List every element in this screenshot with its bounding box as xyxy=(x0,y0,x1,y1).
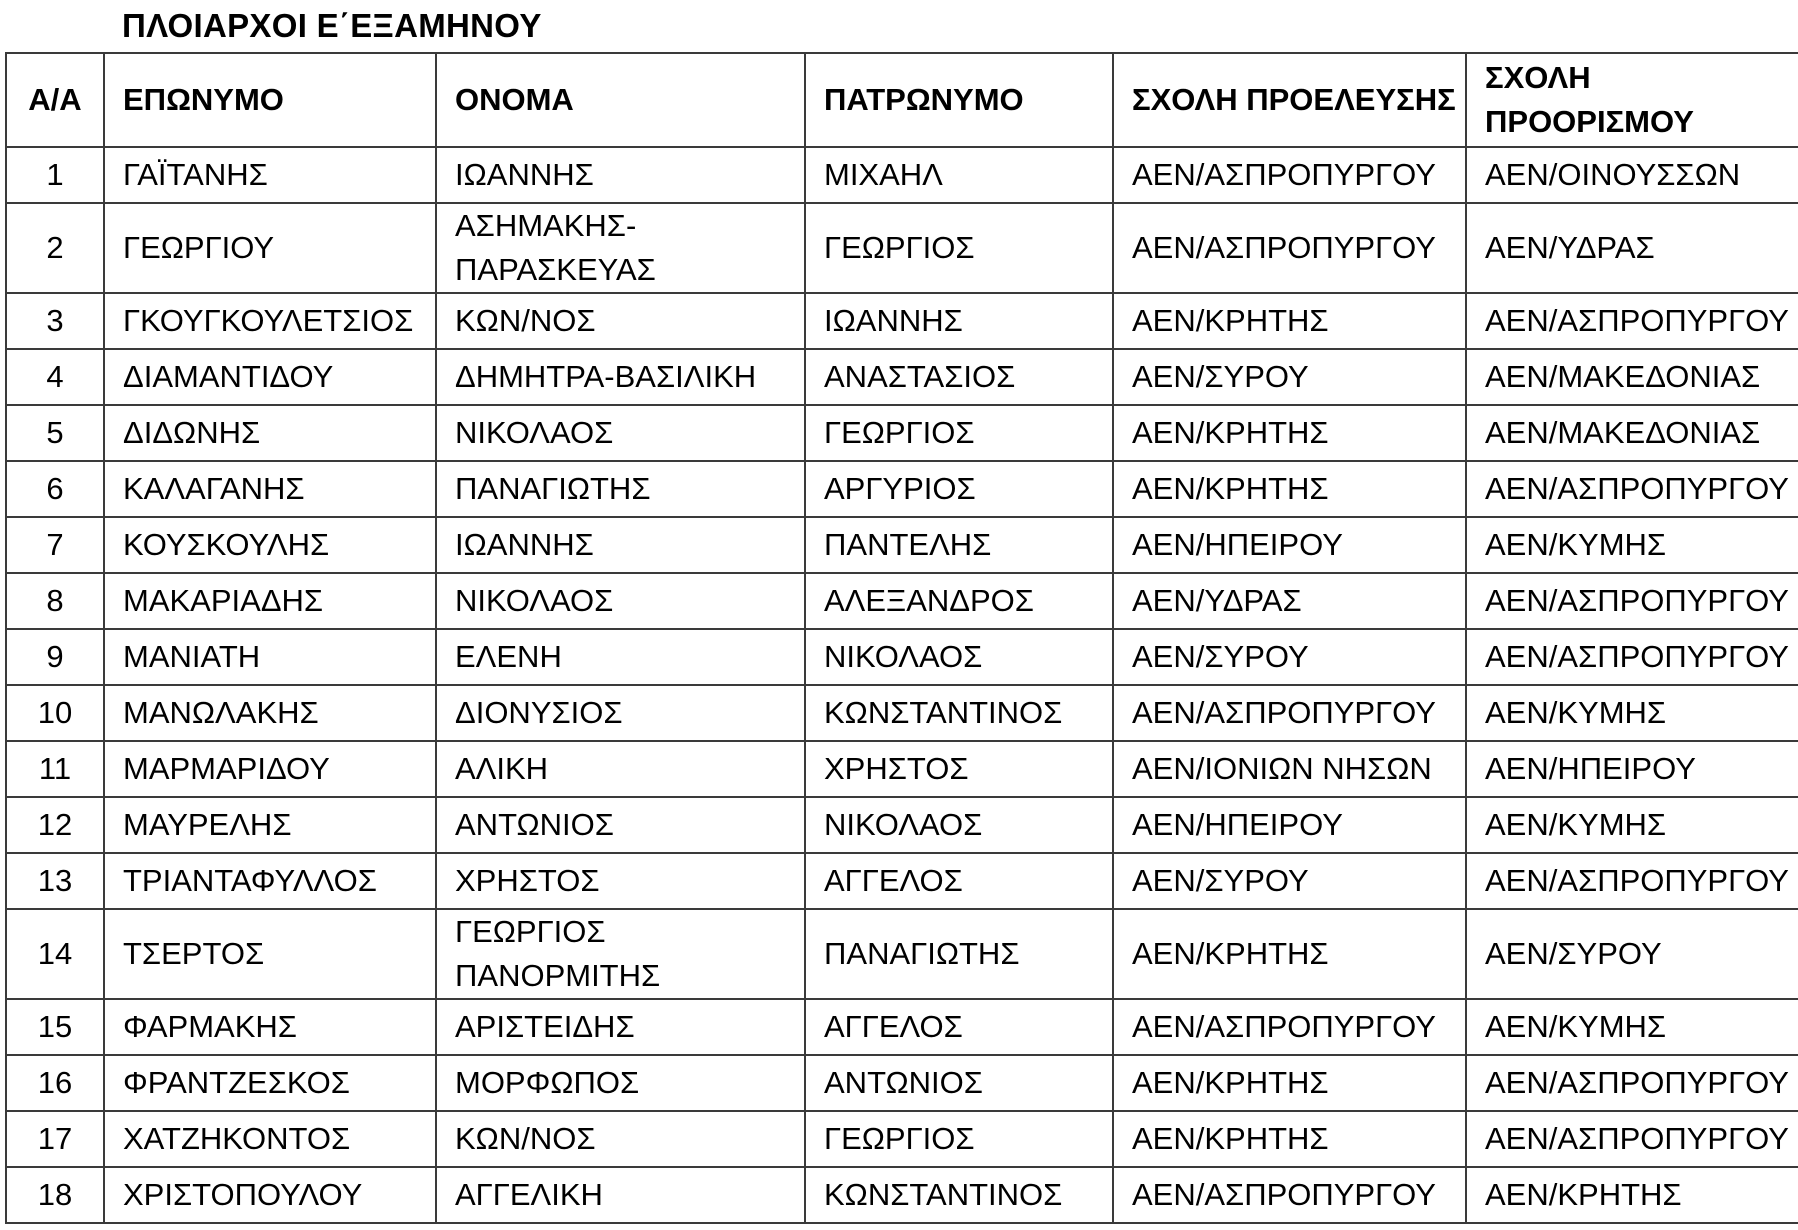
cell-destination-school: ΑΕΝ/ΑΣΠΡΟΠΥΡΓΟΥ xyxy=(1466,461,1798,517)
cell-patronymic: ΚΩΝΣΤΑΝΤΙΝΟΣ xyxy=(805,1167,1113,1223)
cell-origin-school: ΑΕΝ/ΑΣΠΡΟΠΥΡΓΟΥ xyxy=(1113,147,1466,203)
cell-surname: ΓΕΩΡΓΙΟΥ xyxy=(104,203,436,293)
cell-destination-school: ΑΕΝ/ΚΥΜΗΣ xyxy=(1466,999,1798,1055)
document-title: ΠΛΟΙΑΡΧΟΙ Ε΄ΕΞΑΜΗΝΟΥ xyxy=(122,7,542,44)
cell-surname: ΓΑΪΤΑΝΗΣ xyxy=(104,147,436,203)
table-row xyxy=(6,147,1798,203)
table-row xyxy=(6,517,1798,573)
cell-origin-school: ΑΕΝ/ΑΣΠΡΟΠΥΡΓΟΥ xyxy=(1113,203,1466,293)
table-row xyxy=(6,853,1798,909)
cell-number: 2 xyxy=(6,203,104,293)
cell-destination-school: ΑΕΝ/ΥΔΡΑΣ xyxy=(1466,203,1798,293)
cell-number: 15 xyxy=(6,999,104,1055)
cell-name: ΑΡΙΣΤΕΙΔΗΣ xyxy=(436,999,805,1055)
cell-destination-school: ΑΕΝ/ΚΥΜΗΣ xyxy=(1466,517,1798,573)
cell-origin-school: ΑΕΝ/ΚΡΗΤΗΣ xyxy=(1113,461,1466,517)
table-row xyxy=(6,461,1798,517)
cell-origin-school: ΑΕΝ/ΑΣΠΡΟΠΥΡΓΟΥ xyxy=(1113,999,1466,1055)
cell-surname: ΓΚΟΥΓΚΟΥΛΕΤΣΙΟΣ xyxy=(104,293,436,349)
cell-name: ΔΙΟΝΥΣΙΟΣ xyxy=(436,685,805,741)
cell-destination-school: ΑΕΝ/ΜΑΚΕΔΟΝΙΑΣ xyxy=(1466,349,1798,405)
cell-surname: ΜΑΝΩΛΑΚΗΣ xyxy=(104,685,436,741)
cell-patronymic: ΑΛΕΞΑΝΔΡΟΣ xyxy=(805,573,1113,629)
cell-name: ΠΑΝΑΓΙΩΤΗΣ xyxy=(436,461,805,517)
cell-patronymic: ΠΑΝΑΓΙΩΤΗΣ xyxy=(805,909,1113,999)
cell-name: ΓΕΩΡΓΙΟΣ ΠΑΝΟΡΜΙΤΗΣ xyxy=(436,909,805,999)
cell-number: 4 xyxy=(6,349,104,405)
cell-number: 17 xyxy=(6,1111,104,1167)
cell-number: 9 xyxy=(6,629,104,685)
cell-surname: ΜΑΥΡΕΛΗΣ xyxy=(104,797,436,853)
cell-origin-school: ΑΕΝ/ΚΡΗΤΗΣ xyxy=(1113,909,1466,999)
cell-surname: ΜΑΝΙΑΤΗ xyxy=(104,629,436,685)
cell-patronymic: ΚΩΝΣΤΑΝΤΙΝΟΣ xyxy=(805,685,1113,741)
header-row xyxy=(6,53,1798,147)
table-header xyxy=(6,53,1798,147)
cell-surname: ΧΑΤΖΗΚΟΝΤΟΣ xyxy=(104,1111,436,1167)
cell-origin-school: ΑΕΝ/ΗΠΕΙΡΟΥ xyxy=(1113,797,1466,853)
table-row xyxy=(6,349,1798,405)
cell-name: ΝΙΚΟΛΑΟΣ xyxy=(436,405,805,461)
cell-patronymic: ΑΓΓΕΛΟΣ xyxy=(805,999,1113,1055)
cell-surname: ΚΟΥΣΚΟΥΛΗΣ xyxy=(104,517,436,573)
cell-number: 16 xyxy=(6,1055,104,1111)
cell-patronymic: ΑΝΤΩΝΙΟΣ xyxy=(805,1055,1113,1111)
cell-surname: ΜΑΚΑΡΙΑΔΗΣ xyxy=(104,573,436,629)
cell-number: 7 xyxy=(6,517,104,573)
cell-name: ΙΩΑΝΝΗΣ xyxy=(436,517,805,573)
table-row xyxy=(6,203,1798,293)
cell-number: 18 xyxy=(6,1167,104,1223)
cell-patronymic: ΓΕΩΡΓΙΟΣ xyxy=(805,405,1113,461)
cell-number: 8 xyxy=(6,573,104,629)
cell-number: 1 xyxy=(6,147,104,203)
table-row xyxy=(6,293,1798,349)
cell-name: ΑΝΤΩΝΙΟΣ xyxy=(436,797,805,853)
cell-destination-school: ΑΕΝ/ΚΥΜΗΣ xyxy=(1466,685,1798,741)
cell-patronymic: ΓΕΩΡΓΙΟΣ xyxy=(805,1111,1113,1167)
cell-destination-school: ΑΕΝ/ΗΠΕΙΡΟΥ xyxy=(1466,741,1798,797)
table-row xyxy=(6,909,1798,999)
cell-patronymic: ΓΕΩΡΓΙΟΣ xyxy=(805,203,1113,293)
cell-surname: ΦΡΑΝΤΖΕΣΚΟΣ xyxy=(104,1055,436,1111)
column-header-surname: ΕΠΩΝΥΜΟ xyxy=(104,53,436,147)
cell-origin-school: ΑΕΝ/ΗΠΕΙΡΟΥ xyxy=(1113,517,1466,573)
table-body xyxy=(6,147,1798,1223)
table-row xyxy=(6,685,1798,741)
cell-surname: ΧΡΙΣΤΟΠΟΥΛΟΥ xyxy=(104,1167,436,1223)
cell-destination-school: ΑΕΝ/ΑΣΠΡΟΠΥΡΓΟΥ xyxy=(1466,629,1798,685)
cell-destination-school: ΑΕΝ/ΑΣΠΡΟΠΥΡΓΟΥ xyxy=(1466,293,1798,349)
cell-name: ΔΗΜΗΤΡΑ-ΒΑΣΙΛΙΚΗ xyxy=(436,349,805,405)
cell-name: ΑΣΗΜΑΚΗΣ-ΠΑΡΑΣΚΕΥΑΣ xyxy=(436,203,805,293)
cell-origin-school: ΑΕΝ/ΣΥΡΟΥ xyxy=(1113,629,1466,685)
cell-destination-school: ΑΕΝ/ΟΙΝΟΥΣΣΩΝ xyxy=(1466,147,1798,203)
cell-destination-school: ΑΕΝ/ΜΑΚΕΔΟΝΙΑΣ xyxy=(1466,405,1798,461)
cell-origin-school: ΑΕΝ/ΥΔΡΑΣ xyxy=(1113,573,1466,629)
cell-patronymic: ΙΩΑΝΝΗΣ xyxy=(805,293,1113,349)
column-header-name: ΟΝΟΜΑ xyxy=(436,53,805,147)
cell-surname: ΜΑΡΜΑΡΙΔΟΥ xyxy=(104,741,436,797)
table-row xyxy=(6,629,1798,685)
cell-origin-school: ΑΕΝ/ΙΟΝΙΩΝ ΝΗΣΩΝ xyxy=(1113,741,1466,797)
cell-number: 14 xyxy=(6,909,104,999)
cell-name: ΜΟΡΦΩΠΟΣ xyxy=(436,1055,805,1111)
cell-patronymic: ΜΙΧΑΗΛ xyxy=(805,147,1113,203)
table-row xyxy=(6,1167,1798,1223)
column-header-origin-school: ΣΧΟΛΗ ΠΡΟΕΛΕΥΣΗΣ xyxy=(1113,53,1466,147)
cell-name: ΚΩΝ/ΝΟΣ xyxy=(436,1111,805,1167)
cell-origin-school: ΑΕΝ/ΣΥΡΟΥ xyxy=(1113,853,1466,909)
cell-patronymic: ΑΝΑΣΤΑΣΙΟΣ xyxy=(805,349,1113,405)
cell-number: 12 xyxy=(6,797,104,853)
cell-number: 3 xyxy=(6,293,104,349)
cell-destination-school: ΑΕΝ/ΑΣΠΡΟΠΥΡΓΟΥ xyxy=(1466,1111,1798,1167)
table-row xyxy=(6,1055,1798,1111)
cell-destination-school: ΑΕΝ/ΣΥΡΟΥ xyxy=(1466,909,1798,999)
cell-name: ΝΙΚΟΛΑΟΣ xyxy=(436,573,805,629)
column-header-destination-school: ΣΧΟΛΗ ΠΡΟΟΡΙΣΜΟΥ xyxy=(1466,53,1798,147)
cell-number: 6 xyxy=(6,461,104,517)
cell-patronymic: ΧΡΗΣΤΟΣ xyxy=(805,741,1113,797)
cell-destination-school: ΑΕΝ/ΑΣΠΡΟΠΥΡΓΟΥ xyxy=(1466,573,1798,629)
cell-number: 10 xyxy=(6,685,104,741)
cell-destination-school: ΑΕΝ/ΚΡΗΤΗΣ xyxy=(1466,1167,1798,1223)
cell-patronymic: ΑΡΓΥΡΙΟΣ xyxy=(805,461,1113,517)
cell-number: 5 xyxy=(6,405,104,461)
captains-table xyxy=(5,52,1798,1224)
table-row xyxy=(6,573,1798,629)
cell-surname: ΔΙΑΜΑΝΤΙΔΟΥ xyxy=(104,349,436,405)
cell-origin-school: ΑΕΝ/ΚΡΗΤΗΣ xyxy=(1113,405,1466,461)
cell-name: ΧΡΗΣΤΟΣ xyxy=(436,853,805,909)
cell-origin-school: ΑΕΝ/ΚΡΗΤΗΣ xyxy=(1113,1055,1466,1111)
cell-origin-school: ΑΕΝ/ΚΡΗΤΗΣ xyxy=(1113,293,1466,349)
cell-name: ΑΛΙΚΗ xyxy=(436,741,805,797)
cell-number: 11 xyxy=(6,741,104,797)
cell-patronymic: ΠΑΝΤΕΛΗΣ xyxy=(805,517,1113,573)
table-row xyxy=(6,405,1798,461)
cell-origin-school: ΑΕΝ/ΑΣΠΡΟΠΥΡΓΟΥ xyxy=(1113,685,1466,741)
cell-surname: ΤΣΕΡΤΟΣ xyxy=(104,909,436,999)
cell-surname: ΤΡΙΑΝΤΑΦΥΛΛΟΣ xyxy=(104,853,436,909)
cell-origin-school: ΑΕΝ/ΚΡΗΤΗΣ xyxy=(1113,1111,1466,1167)
cell-destination-school: ΑΕΝ/ΚΥΜΗΣ xyxy=(1466,797,1798,853)
cell-surname: ΔΙΔΩΝΗΣ xyxy=(104,405,436,461)
cell-name: ΕΛΕΝΗ xyxy=(436,629,805,685)
cell-origin-school: ΑΕΝ/ΑΣΠΡΟΠΥΡΓΟΥ xyxy=(1113,1167,1466,1223)
cell-patronymic: ΑΓΓΕΛΟΣ xyxy=(805,853,1113,909)
cell-patronymic: ΝΙΚΟΛΑΟΣ xyxy=(805,797,1113,853)
table-row xyxy=(6,797,1798,853)
column-header-patronymic: ΠΑΤΡΩΝΥΜΟ xyxy=(805,53,1113,147)
cell-patronymic: ΝΙΚΟΛΑΟΣ xyxy=(805,629,1113,685)
cell-origin-school: ΑΕΝ/ΣΥΡΟΥ xyxy=(1113,349,1466,405)
table-row xyxy=(6,999,1798,1055)
cell-name: ΚΩΝ/ΝΟΣ xyxy=(436,293,805,349)
cell-surname: ΦΑΡΜΑΚΗΣ xyxy=(104,999,436,1055)
table-row xyxy=(6,1111,1798,1167)
cell-destination-school: ΑΕΝ/ΑΣΠΡΟΠΥΡΓΟΥ xyxy=(1466,1055,1798,1111)
cell-name: ΙΩΑΝΝΗΣ xyxy=(436,147,805,203)
cell-surname: ΚΑΛΑΓΑΝΗΣ xyxy=(104,461,436,517)
cell-name: ΑΓΓΕΛΙΚΗ xyxy=(436,1167,805,1223)
table-row xyxy=(6,741,1798,797)
column-header-number: Α/Α xyxy=(6,53,104,147)
cell-destination-school: ΑΕΝ/ΑΣΠΡΟΠΥΡΓΟΥ xyxy=(1466,853,1798,909)
cell-number: 13 xyxy=(6,853,104,909)
